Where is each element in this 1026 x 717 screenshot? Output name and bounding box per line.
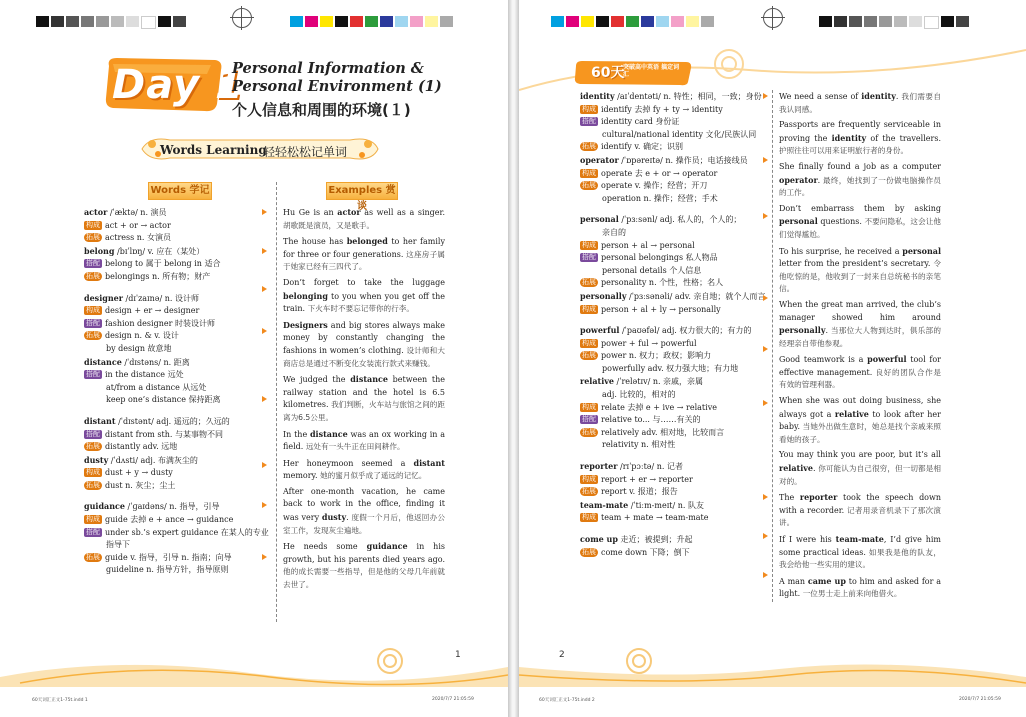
arrow-icon	[763, 295, 768, 301]
example-sentence: When she was out doing business, she always got a relative to look after her baby. 当她外出做生意时，她总是找个亲戚来照看她的孩子。	[779, 396, 941, 444]
arrow-icon	[262, 502, 267, 508]
word-note: cultural/national identity 文化/民族认同	[602, 129, 757, 139]
headword: actor /ˈæktə/ n. 演员	[84, 207, 167, 217]
label-badge: 拓展	[86, 233, 100, 242]
word-note: 亲自的	[602, 227, 626, 237]
label-badge: 搭配	[582, 117, 596, 126]
example-sentence: He needs some guidance in his growth, but his parents died years ago. 他的成长需要一些指导，但是他的父母几年前就去世了。	[283, 541, 445, 590]
example-list-right	[779, 90, 941, 604]
arrow-icon	[262, 209, 267, 215]
arrow-icon	[763, 346, 768, 352]
example-sentence: We judged the distance between the railway station and the hotel is 6.5 kilometres. 我们判断，火车站与旅馆之间的距离为6.5公里。	[283, 374, 445, 422]
label-badge: 拓展	[582, 278, 596, 287]
label-badge: 搭配	[582, 253, 596, 262]
label-badge: 构成	[582, 474, 596, 483]
registration-mark-icon	[763, 8, 783, 28]
example-sentence: Good teamwork is a powerful tool for effective management. 良好的团队合作是有效的管理利器。	[779, 354, 942, 390]
label-badge: 构成	[582, 513, 596, 522]
word-detail: 拓展 design n. & v. 设计	[86, 331, 179, 341]
word-note: personal details 个人信息	[602, 265, 702, 275]
headword-term: reporter	[580, 461, 618, 472]
arrow-icon	[763, 400, 768, 406]
example-sentence: A man came up to him and asked for a light. 一位男士走上前来向他借火。	[779, 575, 942, 599]
example-sentence: The reporter took the speech down with a recorder. 记者用录音机录下了那次演讲。	[779, 492, 941, 528]
headword: identity /aɪˈdentəti/ n. 特性；相同，一致；身份	[580, 91, 762, 101]
arrow-icon	[763, 572, 768, 578]
word-entry-group	[580, 213, 770, 316]
example-sentence: You may think you are poor, but it’s all relative. 你可能认为自己很穷，但一切都是相对的。	[779, 450, 942, 486]
example-sentence: Don’t forget to take the luggage belonging to you when you get off the train. 下火车时不要忘记带你的行李。	[283, 277, 445, 314]
headword-term: come up	[580, 534, 618, 544]
label-badge: 拓展	[582, 547, 596, 556]
headword-term: designer	[84, 292, 123, 303]
print-color-bar-cmyk	[551, 16, 714, 27]
arrow-icon	[262, 462, 267, 468]
headword-term: dusty	[84, 454, 109, 465]
arrow-icon	[262, 328, 267, 334]
arrow-icon	[763, 494, 768, 500]
arrow-icon	[763, 93, 768, 99]
label-badge: 构成	[86, 220, 100, 229]
arrow-icon	[763, 213, 768, 219]
page-title-cn: 个人信息和周围的环境(１)	[232, 101, 411, 119]
footer-wave-decoration-icon	[519, 647, 1026, 687]
headword-term: operator	[580, 154, 619, 165]
label-badge: 拓展	[86, 271, 100, 280]
headword: distance /ˈdɪstəns/ n. 距离	[84, 356, 190, 367]
word-entry-group	[84, 292, 274, 407]
print-slug-date: 2020/7/7 21:05:59	[959, 697, 1001, 702]
example-sentence: After one-month vacation, he came back to work in the office, finding it was very dusty. 度假一个月后，他返回办公室工作，发现灰尘遍地。	[283, 486, 446, 535]
label-badge: 拓展	[86, 552, 100, 561]
headword-term: identity	[580, 91, 615, 101]
word-entry-group	[84, 500, 274, 577]
headword: personal /ˈpɜːsənl/ adj. 私人的，个人的；	[580, 214, 742, 225]
word-detail: 拓展 dust n. 灰尘；尘土	[86, 480, 176, 490]
example-sentence: We need a sense of identity. 我们需要自我认同感。	[779, 91, 942, 114]
headword: reporter /rɪˈpɔːtə/ n. 记者	[580, 461, 683, 472]
label-badge: 构成	[582, 338, 596, 347]
words-learning-en: Words Learning	[160, 143, 267, 157]
word-detail: 拓展 personality n. 个性，性格；名人	[582, 278, 724, 288]
word-detail: 拓展 actress n. 女演员	[86, 233, 172, 243]
title-line-1: Personal Information &	[232, 60, 424, 77]
headword: powerful /ˈpaʊəfəl/ adj. 权力很大的；有力的	[580, 325, 752, 336]
word-detail: 构成 operate 去 e + or → operator	[582, 168, 718, 178]
left-page	[0, 0, 508, 717]
word-detail: 搭配 in the distance 远处	[86, 370, 184, 380]
right-page	[519, 0, 1026, 717]
page-title-en	[232, 60, 442, 96]
headword: belong /bɪˈlɒŋ/ v. 应在（某处）	[84, 245, 205, 256]
print-slug: 60天词汇正文1-75t.indd 1	[32, 698, 88, 703]
example-list-left	[283, 206, 445, 595]
word-detail: 构成 identify 去掉 fy + ty → identity	[582, 104, 723, 114]
word-note: 指导下	[106, 540, 130, 550]
label-badge: 构成	[582, 168, 596, 177]
title-line-2: Personal Environment (1)	[232, 78, 442, 95]
example-sentence: Don’t embarrass them by asking personal questions. 不要问隐私，这会让他们觉得尴尬。	[779, 203, 941, 239]
word-entry-group	[84, 415, 274, 493]
word-detail: 构成 team + mate → team-mate	[582, 513, 709, 523]
print-slug-date: 2020/7/7 21:05:59	[432, 697, 474, 702]
word-detail: 拓展 come down 下降；倒下	[582, 547, 690, 557]
label-badge: 拓展	[582, 487, 596, 496]
word-note: operation n. 操作；经营；手术	[602, 193, 718, 203]
word-detail: 拓展 guide v. 指导，引导 n. 指南；向导	[86, 552, 232, 562]
headword: designer /dɪˈzaɪnə/ n. 设计师	[84, 292, 199, 303]
label-badge: 构成	[86, 468, 100, 477]
word-detail: 搭配 relative to... 与……有关的	[582, 415, 701, 425]
example-sentence: She finally found a job as a computer operator. 最终，她找到了一份做电脑操作员的工作。	[779, 161, 941, 198]
headword-term: actor	[84, 207, 108, 217]
word-detail: 搭配 under sb.’s expert guidance 在某人的专业	[86, 527, 269, 537]
word-detail: 拓展 report v. 报道；报告	[582, 487, 678, 497]
example-sentence: To his surprise, he received a personal letter from the president’s secretary. 令他吃惊的是，他收到了一封来自总统秘书的亲笔信。	[779, 245, 941, 294]
arrow-icon	[262, 286, 267, 292]
word-detail: 拓展 distantly adv. 远地	[86, 442, 178, 452]
book-subtitle: 突破高中英语 搞定词汇	[623, 64, 680, 78]
word-note: powerfully adv. 权力强大地；有力地	[602, 363, 739, 373]
word-detail: 构成 power + ful → powerful	[582, 338, 697, 348]
word-entry-group	[84, 206, 274, 284]
label-badge: 搭配	[86, 429, 100, 438]
book-gutter	[508, 0, 519, 717]
column-divider	[772, 90, 773, 602]
column-divider	[276, 182, 277, 622]
word-note: relativity n. 相对性	[602, 440, 676, 450]
word-list-right	[580, 90, 770, 567]
headword: personally /ˈpɜːsənəli/ adv. 亲自地；就个人而言	[580, 290, 766, 301]
print-color-bar	[819, 16, 969, 29]
headword-term: distant	[84, 415, 116, 426]
print-color-bar	[36, 16, 186, 29]
label-badge: 搭配	[86, 370, 100, 379]
word-note: adj. 比较的，相对的	[602, 390, 676, 400]
headword-term: personally	[580, 290, 627, 301]
headword: distant /ˈdɪstənt/ adj. 遥远的；久远的	[84, 415, 230, 426]
example-sentence: The house has belonged to her family for three or four generations. 这座房子属于她家已经有三四代了。	[283, 236, 446, 272]
word-detail: 拓展 belongings n. 所有物；财产	[86, 271, 211, 281]
page-number: 2	[559, 650, 565, 660]
label-badge: 搭配	[86, 527, 100, 536]
label-badge: 拓展	[582, 427, 596, 436]
word-detail: 搭配 distant from sth. 与某事物不同	[86, 429, 223, 439]
word-list-left	[84, 206, 274, 585]
headword-term: team-mate	[580, 499, 629, 510]
print-slug: 60天词汇正文1-75t.indd 2	[539, 698, 595, 703]
word-detail: 构成 design + er → designer	[86, 306, 200, 316]
headword-term: belong	[84, 245, 115, 256]
word-entry-group	[580, 460, 770, 525]
headword: guidance /ˈɡaɪdəns/ n. 指导，引导	[84, 501, 220, 512]
arrow-icon	[763, 157, 768, 163]
word-detail: 搭配 fashion designer 时装设计师	[86, 318, 215, 328]
label-badge: 拓展	[86, 480, 100, 489]
day-label: Day 1	[112, 62, 244, 108]
word-note: guideline n. 指导方针，指导原则	[106, 565, 229, 575]
word-detail: 搭配 personal belongings 私人物品	[582, 253, 718, 263]
word-detail: 拓展 identify v. 确定；识别	[582, 142, 684, 152]
word-detail: 拓展 relatively adv. 相对地，比较而言	[582, 427, 725, 437]
headword: relative /ˈrelətɪv/ n. 亲戚，亲属	[580, 376, 704, 387]
label-badge: 拓展	[582, 142, 596, 151]
headword-term: relative	[580, 376, 614, 387]
label-badge: 搭配	[86, 318, 100, 327]
word-detail: 构成 report + er → reporter	[582, 474, 693, 484]
word-detail: 构成 act + or → actor	[86, 220, 171, 230]
headword-term: guidance	[84, 501, 126, 512]
label-badge: 构成	[86, 306, 100, 315]
arrow-icon	[763, 533, 768, 539]
footer-wave-decoration-icon	[0, 647, 508, 687]
word-entry-group	[580, 324, 770, 452]
column-header-words: Words 学记	[148, 182, 212, 200]
label-badge: 搭配	[86, 259, 100, 268]
label-badge: 拓展	[582, 181, 596, 190]
word-entry-group	[580, 533, 770, 559]
example-sentence: Her honeymoon seemed a distant memory. 她的蜜月似乎成了遥远的记忆。	[283, 457, 445, 481]
label-badge: 拓展	[582, 351, 596, 360]
word-detail: 搭配 belong to 属于 belong in 适合	[86, 259, 221, 269]
label-badge: 拓展	[86, 442, 100, 451]
print-color-bar-cmyk	[290, 16, 453, 27]
page-number: 1	[455, 650, 461, 660]
headword-term: powerful	[580, 325, 620, 336]
example-sentence: When the great man arrived, the club’s manager showed him around personally. 当那位大人物到达时，俱乐部的经理亲自带他参观。	[779, 299, 942, 348]
label-badge: 构成	[86, 515, 100, 524]
word-entry-group	[580, 90, 770, 205]
word-detail: 构成 person + al + ly → personally	[582, 304, 721, 314]
headword: dusty /ˈdʌsti/ adj. 布满灰尘的	[84, 454, 198, 465]
word-detail: 构成 person + al → personal	[582, 240, 695, 250]
word-detail: 搭配 identity card 身份证	[582, 117, 680, 127]
headword: operator /ˈɒpəreɪtə/ n. 操作员；电话接线员	[580, 154, 748, 165]
arrow-icon	[262, 396, 267, 402]
label-badge: 拓展	[86, 331, 100, 340]
arrow-icon	[262, 554, 267, 560]
label-badge: 构成	[582, 240, 596, 249]
example-sentence: If I were his team-mate, I’d give him some practical ideas. 如果我是他的队友，我会给他一些实用的建议。	[779, 534, 942, 570]
word-note: at/from a distance 从远处	[106, 382, 207, 392]
label-badge: 构成	[582, 104, 596, 113]
label-badge: 搭配	[582, 415, 596, 424]
book-title: 60天	[591, 65, 625, 81]
label-badge: 构成	[582, 402, 596, 411]
word-note: keep one’s distance 保持距离	[106, 395, 221, 405]
column-header-examples: Examples 赏谈	[326, 182, 398, 200]
headword: come up 走近；被提到；升起	[580, 534, 693, 544]
label-badge: 构成	[582, 304, 596, 313]
example-sentence: Passports are frequently serviceable in proving the identity of the travellers. 护照往往可以用来证明旅行者的身份。	[779, 120, 941, 156]
arrow-icon	[262, 248, 267, 254]
word-detail: 构成 guide 去掉 e + ance → guidance	[86, 515, 234, 525]
word-detail: 构成 dust + y → dusty	[86, 468, 173, 478]
word-detail: 拓展 power n. 权力；政权；影响力	[582, 351, 712, 361]
words-learning-cn: 轻轻松松记单词	[263, 145, 348, 159]
headword-term: distance	[84, 356, 122, 367]
word-note: by design 故意地	[106, 343, 172, 353]
example-sentence: Designers and big stores always make money by constantly changing the fashions in women’s clothing. 设计师和大商店总是通过不断变化女装流行款式来赚钱。	[283, 319, 446, 368]
word-detail: 拓展 operate v. 操作；经营；开刀	[582, 181, 708, 191]
word-detail: 构成 relate 去掉 e + ive → relative	[582, 402, 717, 412]
headword-term: personal	[580, 214, 619, 225]
example-sentence: Hu Ge is an actor as well as a singer. 胡歌既是演员，又是歌手。	[283, 207, 446, 230]
example-sentence: In the distance was an ox working in a field. 远处有一头牛正在田间耕作。	[283, 428, 445, 452]
registration-mark-icon	[232, 8, 252, 28]
headword: team-mate /ˈtiːm-meɪt/ n. 队友	[580, 499, 704, 510]
